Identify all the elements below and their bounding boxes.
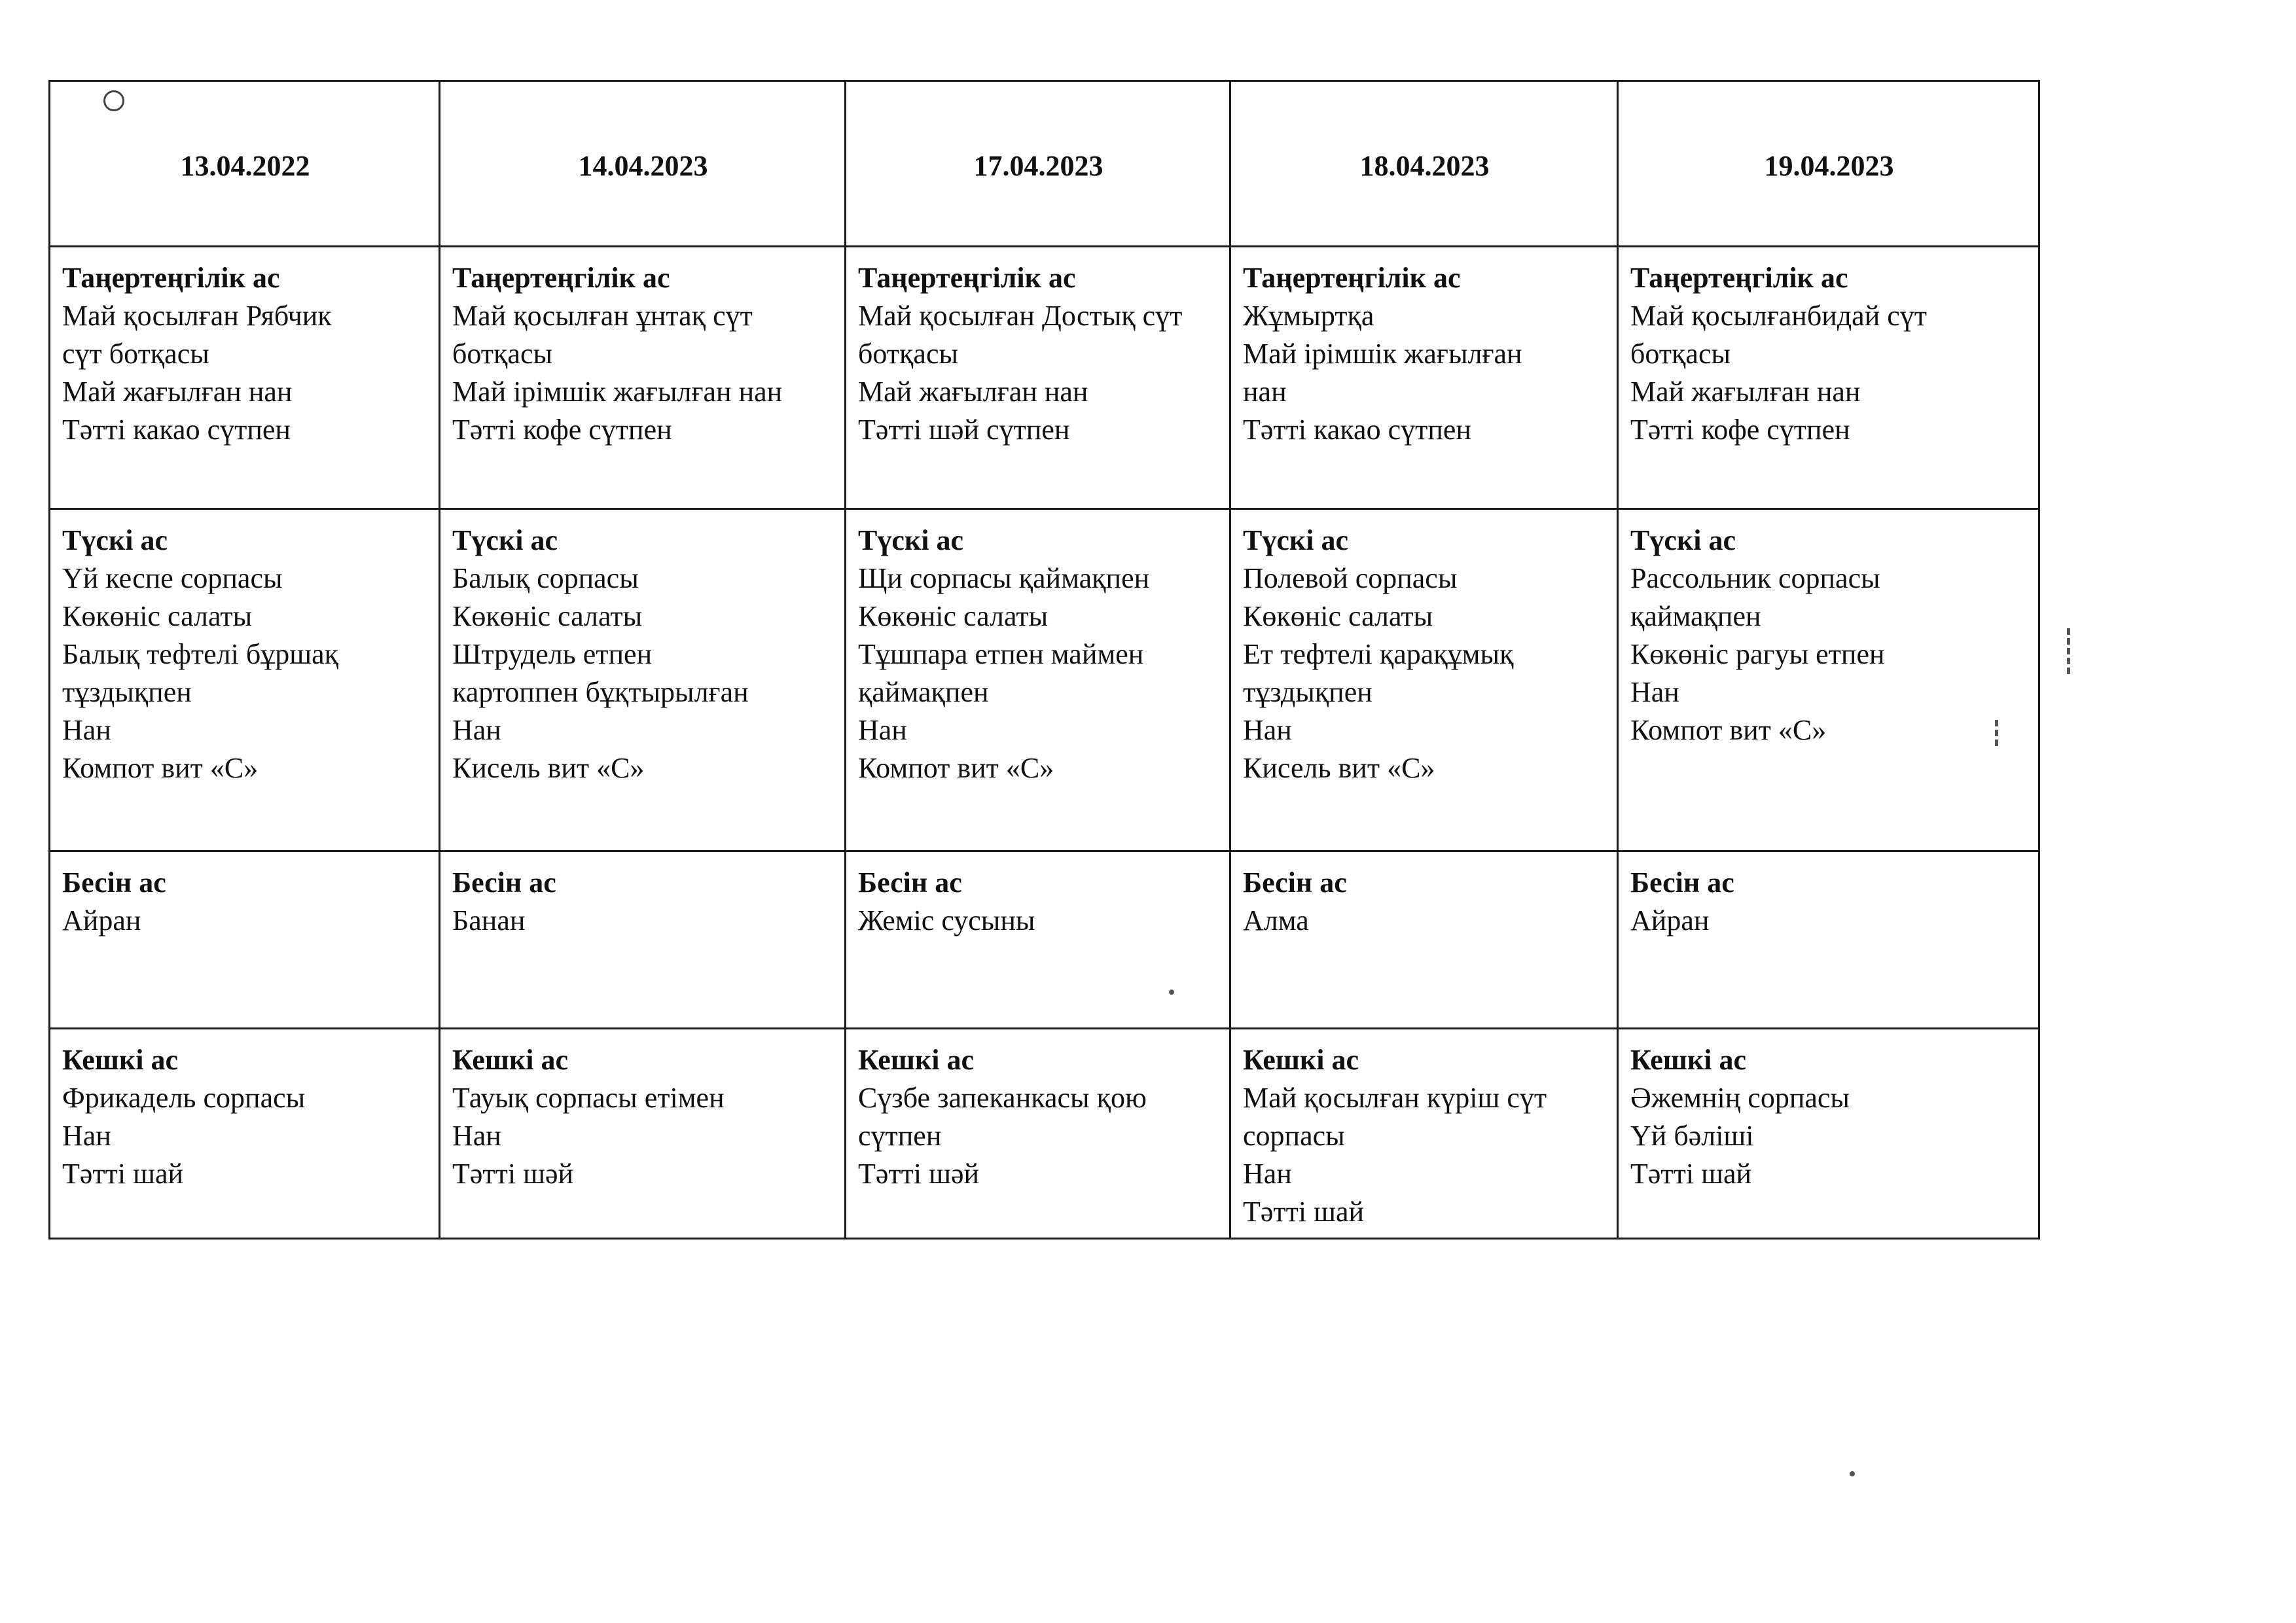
dish-item: Әжемнің сорпасы	[1630, 1082, 1850, 1114]
meal-title: Таңертеңгілік ас	[1630, 262, 1848, 294]
dish-item: Май ірімшік жағылған	[1243, 338, 1522, 370]
dish-item: Көкөніс салаты	[62, 600, 253, 632]
breakfast-cell	[1618, 247, 2039, 509]
dish-item: Фрикадель сорпасы	[62, 1082, 306, 1114]
weekly-menu-table	[48, 80, 2040, 1240]
dish-item: Көкөніс рагуы етпен	[1630, 638, 1885, 670]
breakfast-row	[50, 247, 2039, 509]
dish-item: Нан	[1243, 1158, 1292, 1190]
meal-title: Бесін ас	[1243, 866, 1347, 899]
dish-item: сорпасы	[1243, 1120, 1345, 1152]
dish-item: Тәтті шәй сүтпен	[858, 414, 1070, 446]
dish-item: Балық сорпасы	[452, 562, 639, 594]
dish-item: Май жағылған нан	[1630, 376, 1861, 408]
dish-item: Нан	[858, 714, 907, 746]
scan-artifact-mark	[2067, 628, 2082, 674]
dish-item: Тәтті шәй	[858, 1158, 980, 1190]
date-header: 13.04.2022	[50, 81, 440, 247]
meal-title: Түскі ас	[1243, 524, 1348, 556]
snack-cell	[50, 851, 440, 1029]
snack-cell	[1230, 851, 1618, 1029]
dish-item: қаймақпен	[858, 676, 989, 708]
dish-item: Көкөніс салаты	[452, 600, 643, 632]
dish-item: Тәтті шәй	[452, 1158, 574, 1190]
dish-item: Май қосылған Достық сүт	[858, 300, 1183, 332]
dish-item: Айран	[62, 904, 141, 936]
dish-item: Кисель вит «С»	[452, 752, 645, 784]
dish-item: картоппен бұқтырылған	[452, 676, 749, 708]
dish-item: Май қосылған ұнтақ сүт	[452, 300, 753, 332]
meal-title: Түскі ас	[1630, 524, 1736, 556]
meal-title: Бесін ас	[858, 866, 962, 899]
dish-item: Көкөніс салаты	[858, 600, 1049, 632]
dish-item: Нан	[1243, 714, 1292, 746]
breakfast-cell	[440, 247, 846, 509]
dish-item: Нан	[452, 1120, 501, 1152]
meal-title: Кешкі ас	[1630, 1044, 1747, 1076]
meal-title: Таңертеңгілік ас	[858, 262, 1076, 294]
dish-item: Ет тефтелі қарақұмық	[1243, 638, 1514, 670]
dish-item: Көкөніс салаты	[1243, 600, 1433, 632]
lunch-cell	[50, 509, 440, 851]
dinner-cell	[440, 1029, 846, 1239]
dish-item: Үй бәліші	[1630, 1120, 1754, 1152]
meal-title: Бесін ас	[62, 866, 166, 899]
dish-item: сүтпен	[858, 1120, 942, 1152]
dish-item: Нан	[62, 714, 111, 746]
dish-item: Тұшпара етпен маймен	[858, 638, 1144, 670]
dish-item: нан	[1243, 376, 1287, 408]
meal-title: Кешкі ас	[62, 1044, 179, 1076]
dish-item: Банан	[452, 904, 526, 936]
date-header: 17.04.2023	[846, 81, 1230, 247]
lunch-cell	[1618, 509, 2039, 851]
dish-item: тұздықпен	[62, 676, 192, 708]
breakfast-cell	[846, 247, 1230, 509]
dish-item: Тәтті какао сүтпен	[62, 414, 291, 446]
meal-title: Таңертеңгілік ас	[1243, 262, 1461, 294]
dish-item: Тәтті кофе сүтпен	[452, 414, 672, 446]
dish-item: ботқасы	[1630, 338, 1731, 370]
dish-item: Май қосылғанбидай сүт	[1630, 300, 1927, 332]
date-header: 19.04.2023	[1618, 81, 2039, 247]
dish-item: Тәтті какао сүтпен	[1243, 414, 1471, 446]
meal-title: Түскі ас	[452, 524, 558, 556]
dish-item: Тауық сорпасы етімен	[452, 1082, 725, 1114]
dish-item: Компот вит «С»	[858, 752, 1054, 784]
meal-title: Таңертеңгілік ас	[452, 262, 670, 294]
dish-item: Май қосылған күріш сүт	[1243, 1082, 1547, 1114]
breakfast-cell	[50, 247, 440, 509]
meal-title: Кешкі ас	[452, 1044, 569, 1076]
breakfast-cell	[1230, 247, 1618, 509]
dish-item: Айран	[1630, 904, 1710, 936]
dish-item: Тәтті кофе сүтпен	[1630, 414, 1850, 446]
dish-item: Нан	[1630, 676, 1679, 708]
meal-title: Бесін ас	[1630, 866, 1734, 899]
meal-title: Кешкі ас	[858, 1044, 975, 1076]
dish-item: Штрудель етпен	[452, 638, 653, 670]
date-header: 14.04.2023	[440, 81, 846, 247]
dish-item: Жұмыртқа	[1243, 300, 1374, 332]
dinner-cell	[50, 1029, 440, 1239]
snack-cell	[440, 851, 846, 1029]
dish-item: Жеміс сусыны	[858, 904, 1035, 936]
dish-item: Нан	[452, 714, 501, 746]
snack-row	[50, 851, 2039, 1029]
meal-title: Кешкі ас	[1243, 1044, 1359, 1076]
dish-item: Май жағылған нан	[62, 376, 293, 408]
lunch-cell	[440, 509, 846, 851]
dish-item: Компот вит «С»	[1630, 714, 1827, 746]
scan-dot-mark	[1850, 1471, 1855, 1476]
dish-item: Балық тефтелі бұршақ	[62, 638, 338, 670]
dish-item: қаймақпен	[1630, 600, 1761, 632]
dish-item: сүт ботқасы	[62, 338, 209, 370]
dish-item: Кисель вит «С»	[1243, 752, 1435, 784]
dish-item: Май ірімшік жағылған нан	[452, 376, 783, 408]
dish-item: ботқасы	[858, 338, 959, 370]
dish-item: Компот вит «С»	[62, 752, 259, 784]
dish-item: Үй кеспе сорпасы	[62, 562, 283, 594]
dish-item: Алма	[1243, 904, 1309, 936]
dish-item: Щи сорпасы қаймақпен	[858, 562, 1150, 594]
meal-title: Түскі ас	[858, 524, 963, 556]
dinner-cell	[846, 1029, 1230, 1239]
lunch-cell	[1230, 509, 1618, 851]
dinner-cell	[1230, 1029, 1618, 1239]
dish-item: Май жағылған нан	[858, 376, 1088, 408]
date-header: 18.04.2023	[1230, 81, 1618, 247]
dish-item: Май қосылған Рябчик	[62, 300, 332, 332]
dish-item: Полевой сорпасы	[1243, 562, 1458, 594]
meal-title: Таңертеңгілік ас	[62, 262, 280, 294]
lunch-cell	[846, 509, 1230, 851]
dish-item: Нан	[62, 1120, 111, 1152]
dish-item: ботқасы	[452, 338, 553, 370]
dish-item: Рассольник сорпасы	[1630, 562, 1880, 594]
dates-row	[50, 81, 2039, 247]
meal-title: Бесін ас	[452, 866, 556, 899]
dinner-cell	[1618, 1029, 2039, 1239]
meal-title: Түскі ас	[62, 524, 168, 556]
dish-item: Тәтті шай	[1630, 1158, 1752, 1190]
lunch-row	[50, 509, 2039, 851]
dish-item: тұздықпен	[1243, 676, 1372, 708]
snack-cell	[1618, 851, 2039, 1029]
dinner-row	[50, 1029, 2039, 1239]
dish-item: Сүзбе запеканкасы қою	[858, 1082, 1147, 1114]
dish-item: Тәтті шай	[1243, 1196, 1365, 1228]
dish-item: Тәтті шай	[62, 1158, 184, 1190]
snack-cell	[846, 851, 1230, 1029]
